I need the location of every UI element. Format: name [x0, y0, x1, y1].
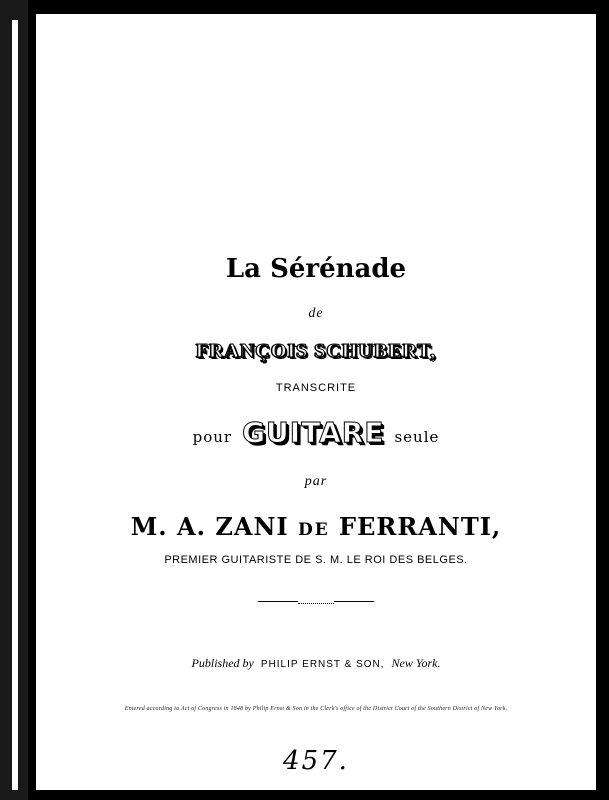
composer-name: FRANÇOIS SCHUBERT,	[195, 340, 437, 362]
seule-word: seule	[394, 428, 440, 446]
binding-edge-highlight	[12, 20, 18, 790]
de-line: de	[308, 306, 324, 321]
pour-word: pour	[192, 428, 233, 446]
transcrite-line: TRANSCRITE	[275, 382, 357, 394]
copyright-entry: Entered according to Act of Congress in 1848 by Philip Ernst & Son in the Clerk's office of the District Court of the Southern District of New York.	[124, 706, 508, 712]
arranger-subtitle: PREMIER GUITARISTE DE S. M. LE ROI DES BELGES.	[164, 554, 468, 566]
title-page	[36, 14, 596, 790]
work-title: La Sérénade	[225, 254, 407, 284]
published-by-label: Published by	[191, 656, 254, 670]
binding-edge	[0, 0, 28, 800]
arranger-surname: FERRANTI,	[339, 512, 502, 541]
instrument-name: GUITARE	[242, 416, 385, 449]
arranger-particle: DE	[297, 520, 330, 540]
plate-number: 457.	[283, 746, 349, 776]
arranger-initials: M. A. ZANI	[130, 512, 289, 541]
par-line: par	[304, 474, 328, 489]
ornamental-rule	[258, 595, 374, 609]
arranger-name	[36, 512, 596, 541]
instrument-line	[36, 416, 596, 449]
publisher-city: New York.	[391, 656, 441, 670]
publisher-name: PHILIP ERNST & SON,	[260, 659, 385, 670]
publisher-line	[36, 656, 596, 671]
